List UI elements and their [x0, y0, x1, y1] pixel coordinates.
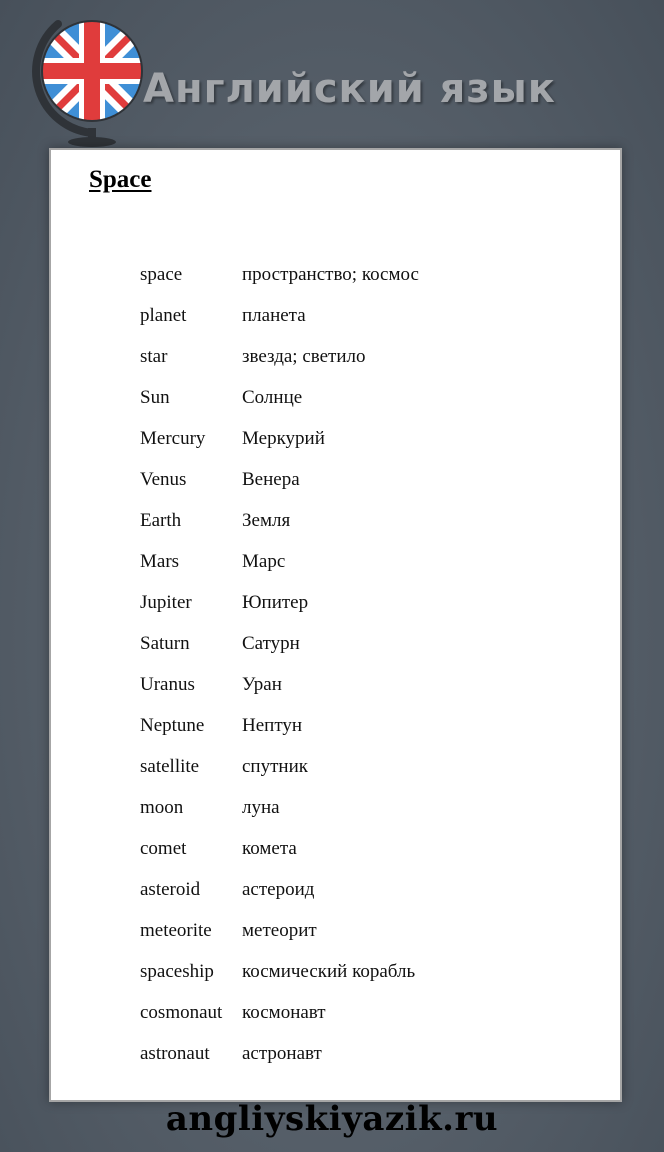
- uk-flag-globe-icon: [28, 8, 153, 148]
- russian-translation: астронавт: [242, 1042, 322, 1064]
- list-item: [140, 705, 419, 746]
- english-word: Neptune: [140, 714, 205, 736]
- english-word: Uranus: [140, 673, 195, 695]
- vocabulary-list: [140, 254, 419, 1074]
- russian-translation: метеорит: [242, 919, 317, 941]
- russian-translation: Сатурн: [242, 632, 300, 654]
- list-item: [140, 992, 419, 1033]
- english-word: asteroid: [140, 878, 201, 900]
- russian-translation: космический корабль: [242, 960, 416, 982]
- english-word: moon: [140, 796, 184, 818]
- english-word: cosmonaut: [140, 1001, 223, 1023]
- english-word: Earth: [140, 509, 182, 531]
- english-word: space: [140, 263, 183, 285]
- english-word: Jupiter: [140, 591, 192, 613]
- list-item: [140, 500, 419, 541]
- russian-translation: спутник: [242, 755, 308, 777]
- english-word: Mercury: [140, 427, 206, 449]
- list-item: [140, 1033, 419, 1074]
- list-item: [140, 377, 419, 418]
- page-title: Space: [89, 166, 152, 193]
- english-word: Saturn: [140, 632, 190, 654]
- list-item: [140, 910, 419, 951]
- list-item: [140, 459, 419, 500]
- russian-translation: Юпитер: [242, 591, 309, 613]
- english-word: satellite: [140, 755, 200, 777]
- list-item: [140, 828, 419, 869]
- russian-translation: Солнце: [242, 386, 303, 408]
- russian-translation: астероид: [242, 878, 315, 900]
- list-item: [140, 623, 419, 664]
- russian-translation: комета: [242, 837, 297, 859]
- russian-translation: луна: [242, 796, 280, 818]
- list-item: [140, 418, 419, 459]
- english-word: Sun: [140, 386, 170, 408]
- russian-translation: Нептун: [242, 714, 303, 736]
- russian-translation: Земля: [242, 509, 291, 531]
- english-word: meteorite: [140, 919, 212, 941]
- russian-translation: Меркурий: [242, 427, 325, 449]
- english-word: planet: [140, 304, 187, 326]
- list-item: [140, 664, 419, 705]
- russian-translation: космонавт: [242, 1001, 326, 1023]
- english-word: spaceship: [140, 960, 214, 982]
- russian-translation: Уран: [242, 673, 282, 695]
- list-item: [140, 254, 419, 295]
- list-item: [140, 951, 419, 992]
- russian-translation: пространство; космос: [242, 263, 419, 285]
- list-item: [140, 295, 419, 336]
- english-word: comet: [140, 837, 187, 859]
- vocabulary-card: [49, 148, 622, 1102]
- english-word: astronaut: [140, 1042, 210, 1064]
- site-url: angliyskiyazik.ru: [165, 1099, 499, 1139]
- list-item: [140, 787, 419, 828]
- english-word: star: [140, 345, 168, 367]
- russian-translation: Венера: [242, 468, 300, 490]
- english-word: Mars: [140, 550, 180, 572]
- list-item: [140, 869, 419, 910]
- list-item: [140, 336, 419, 377]
- russian-translation: звезда; светило: [242, 345, 366, 367]
- list-item: [140, 541, 419, 582]
- list-item: [140, 746, 419, 787]
- english-word: Venus: [140, 468, 187, 490]
- russian-translation: планета: [242, 304, 306, 326]
- site-title: Английский язык: [143, 66, 556, 112]
- russian-translation: Марс: [242, 550, 286, 572]
- list-item: [140, 582, 419, 623]
